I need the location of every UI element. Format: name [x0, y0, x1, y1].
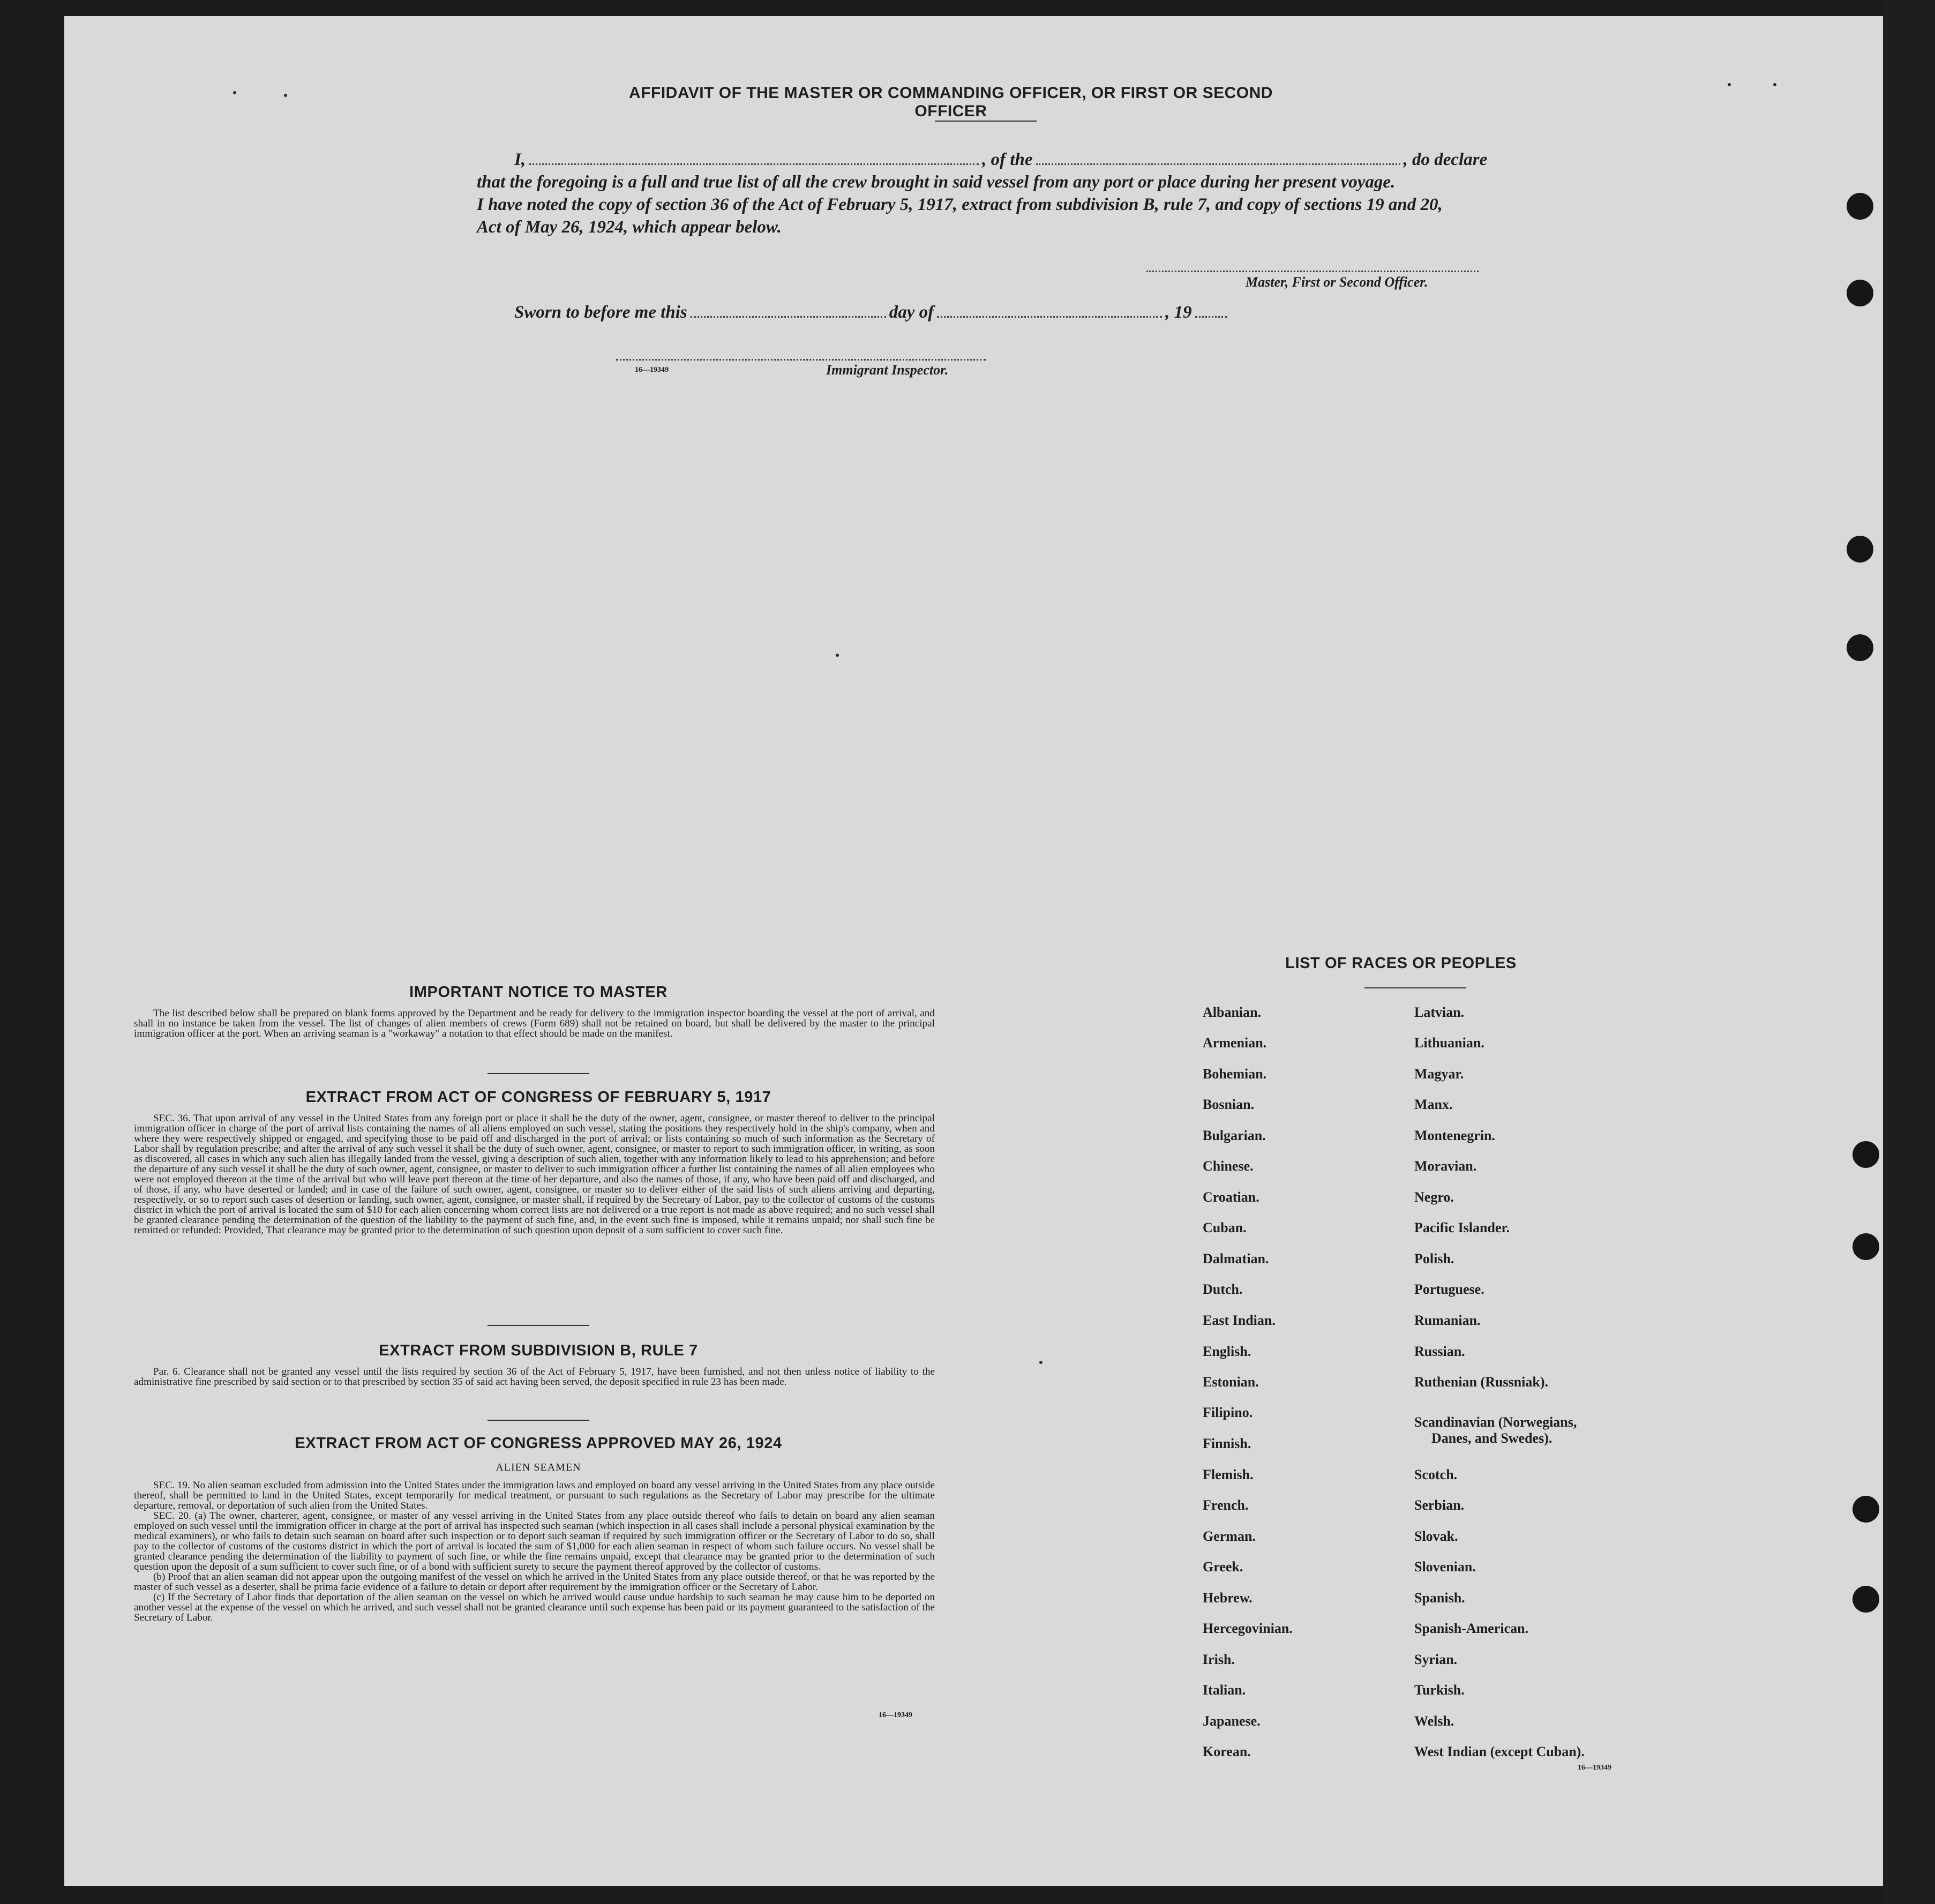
scan-edge — [1883, 0, 1935, 1904]
race-item: Latvian. — [1414, 1005, 1465, 1020]
of-the-label: , of the — [982, 150, 1033, 169]
extract-rule7-text — [134, 1367, 935, 1387]
name-field[interactable] — [529, 163, 979, 165]
race-item: Bosnian. — [1203, 1097, 1255, 1112]
extract-1917-text — [134, 1113, 935, 1235]
do-declare-label: , do declare — [1403, 150, 1488, 169]
race-item: Slovenian. — [1414, 1559, 1476, 1575]
scan-speck — [233, 91, 236, 94]
section-rule — [488, 1325, 589, 1326]
i-label: I, — [514, 150, 526, 169]
race-item: West Indian (except Cuban). — [1414, 1744, 1585, 1759]
race-item: Bulgarian. — [1203, 1128, 1266, 1143]
race-item: Scotch. — [1414, 1467, 1458, 1482]
race-item: East Indian. — [1203, 1313, 1276, 1328]
race-item: Negro. — [1414, 1189, 1454, 1205]
form-number: 16—19349 — [879, 1711, 912, 1719]
scan-speck — [1728, 83, 1731, 86]
sworn-label: Sworn to before me this — [514, 303, 687, 322]
sworn-line — [477, 303, 1500, 323]
punch-hole — [1852, 1496, 1879, 1523]
race-item: German. — [1203, 1528, 1256, 1544]
extract-1917-title: EXTRACT FROM ACT OF CONGRESS OF FEBRUARY 5, 1917 — [305, 1089, 771, 1106]
extract-1924-title: EXTRACT FROM ACT OF CONGRESS APPROVED MAY 26, 1924 — [295, 1435, 782, 1452]
sec-19-paragraph: SEC. 19. No alien seaman excluded from admission into the United States under the immigration laws and employed on board any vessel arriving in the United States from any place outside thereof, shall be permitted to land in the United States, except temporarily for medical treatment, or pursuant to such regulations as the Secretary of Labor may prescribe for the ultimate departure, removal, or deportation of such alien from the United States. — [134, 1480, 935, 1511]
scan-speck — [284, 94, 287, 97]
race-item: Danes, and Swedes). — [1431, 1430, 1552, 1446]
race-item: Filipino. — [1203, 1405, 1253, 1420]
section-rule — [488, 1073, 589, 1074]
race-item: Pacific Islander. — [1414, 1220, 1510, 1235]
affidavit-title: AFFIDAVIT OF THE MASTER OR COMMANDING OFFICER, OR FIRST OR SECOND OFFICER — [629, 84, 1273, 120]
form-number: 16—19349 — [635, 366, 669, 374]
title-rule — [935, 121, 1037, 122]
section-rule — [1364, 987, 1466, 988]
par-6-paragraph: Par. 6. Clearance shall not be granted any vessel until the lists required by section 36 of the Act of February 5, 1917, have been furnished, and not then unless notice of liability to the administrative fine prescribed by said section or to that prescribed by section 35 of said act having been served, the deposit specified in rule 23 has been made. — [134, 1366, 935, 1388]
scan-speck — [1039, 1361, 1042, 1364]
race-item: Albanian. — [1203, 1005, 1262, 1020]
sec-20a-paragraph: SEC. 20. (a) The owner, charterer, agent, consignee, or master of any vessel arriving in the United States from any place outside thereof who fails to detain on board any alien seaman employed on such vessel until the immigration officer in charge at the port of arrival has inspected such seaman (which inspection in all cases shall include a personal physical examination by the medical examiners), or who fails to detain such seaman on board after such inspection or to deport such seaman if required by such immigration officer or the Secretary of Labor to do so, shall pay to the collector of customs of the customs district in which the port of arrival is located the sum of $1,000 for each alien seaman in respect of whom such failure occurs. No vessel shall be granted clearance pending the determination of the liability to payment of such fine, or while the fine remains unpaid, except that clearance may be granted prior to the determination of such question upon the deposit of a sum sufficient to cover such fine, or of a bond with sufficient surety to secure the payment thereof approved by the collector of customs. — [134, 1510, 935, 1572]
punch-hole — [1847, 634, 1873, 661]
punch-hole — [1847, 280, 1873, 306]
sec-20c-paragraph: (c) If the Secretary of Labor finds that deportation of the alien seaman on the vessel on which he arrived would cause undue hardship to such seaman he may cause him to be deported on another vessel at the expense of the vessel on which he arrived, and such vessel shall not be granted clearance until such expense has been paid or its payment guaranteed to the satisfaction of the Secretary of Labor. — [134, 1592, 935, 1623]
declaration-line-2: that the foregoing is a full and true list of all the crew brought in said vessel from any port or place during her present voyage. — [477, 173, 1396, 192]
race-item: Estonian. — [1203, 1374, 1259, 1390]
notice-text — [134, 1008, 935, 1039]
race-item: Greek. — [1203, 1559, 1243, 1575]
race-item: Montenegrin. — [1414, 1128, 1495, 1143]
year-label: , 19 — [1165, 303, 1192, 322]
race-item: French. — [1203, 1497, 1249, 1513]
punch-hole — [1852, 1586, 1879, 1613]
race-item: Magyar. — [1414, 1066, 1464, 1082]
race-item: Lithuanian. — [1414, 1035, 1484, 1051]
punch-hole — [1852, 1233, 1879, 1260]
race-item: Armenian. — [1203, 1035, 1267, 1051]
sworn-year-field[interactable] — [1195, 316, 1227, 318]
race-item: Scandinavian (Norwegians, — [1414, 1414, 1577, 1430]
inspector-signature-label: Immigrant Inspector. — [826, 362, 949, 378]
sec-36-paragraph: SEC. 36. That upon arrival of any vessel in the United States from any foreign port or place it shall be the duty of the owner, agent, consignee, or master thereof to deliver to the principal immigration officer in charge of the port of arrival lists containing the names of all aliens employed on such vessel, stating the positions they respectively hold in the ship's company, when and where they were respectively shipped or engaged, and specifying those to be paid off and discharged in the port of arrival; or lists containing so much of such information as the Secretary of Labor shall by regulation prescribe; and after the arrival of any such vessel it shall be the duty of such owner, agent, consignee, or master to report to such immigration officer, in writing, as soon as discovered, all cases in which any such alien has illegally landed from the vessel, giving a description of such alien, together with any information likely to lead to his apprehension; and before the departure of any such vessel it shall be the duty of such owner, agent, consignee, or master to deliver to such immigration officer a further list containing the names of all alien employees who were not employed thereon at the time of the arrival but who will leave port thereon at the time of her departure, and also the names of those, if any, who have been paid off and discharged, and of those, if any, who have deserted or landed; and in case of the failure of such owner, agent, consignee, or master so to deliver either of the said lists of such aliens arriving and departing, respectively, or so to report such cases of desertion or landing, such owner, agent, consignee, or master shall, if required by the Secretary of Labor, pay to the collector of customs of the customs district in which the port of arrival is located the sum of $10 for each alien concerning whom correct lists are not delivered or a true report is not made as above required; and no such vessel shall be granted clearance pending the determination of the question of the liability to the payment of such fine, and, in the event such fine is imposed, while it remains unpaid; nor shall such fine be remitted or refunded: Provided, That clearance may be granted prior to the determination of such question upon deposit of a sum sufficient to cover such fine. — [134, 1113, 935, 1236]
race-item: Polish. — [1414, 1251, 1454, 1266]
race-item: Chinese. — [1203, 1158, 1254, 1174]
race-item: Korean. — [1203, 1744, 1251, 1759]
race-item: Dalmatian. — [1203, 1251, 1269, 1266]
race-item: Irish. — [1203, 1652, 1235, 1667]
race-item: Serbian. — [1414, 1497, 1465, 1513]
race-item: Slovak. — [1414, 1528, 1458, 1544]
race-item: Hebrew. — [1203, 1590, 1252, 1606]
sworn-day-field[interactable] — [691, 316, 886, 318]
sworn-month-field[interactable] — [937, 316, 1162, 318]
race-item: Portuguese. — [1414, 1281, 1484, 1297]
notice-paragraph: The list described below shall be prepared on blank forms approved by the Department and be ready for delivery to the immigration inspector boarding the vessel at the port of arrival, and shall in no instance be taken from the vessel. The list of changes of alien members of crews (Form 689) shall not be retained on board, but shall be delivered by the master to the principal immigration officer at the port. When an arriving seaman is a "workaway" a notation to that effect should be made on the manifest. — [134, 1008, 935, 1039]
extract-1924-text — [134, 1480, 935, 1623]
race-item: Cuban. — [1203, 1220, 1247, 1235]
notice-title: IMPORTANT NOTICE TO MASTER — [409, 984, 668, 1001]
race-item: Moravian. — [1414, 1158, 1477, 1174]
race-item: Syrian. — [1414, 1652, 1458, 1667]
form-number: 16—19349 — [1578, 1764, 1611, 1772]
race-item: Hercegovinian. — [1203, 1621, 1293, 1636]
race-item: Welsh. — [1414, 1713, 1454, 1729]
section-rule — [488, 1420, 589, 1421]
declarant-line — [477, 150, 1500, 170]
race-item: Japanese. — [1203, 1713, 1261, 1729]
race-item: Flemish. — [1203, 1467, 1254, 1482]
race-item: English. — [1203, 1344, 1251, 1359]
race-item: Ruthenian (Russniak). — [1414, 1374, 1548, 1390]
sec-20b-paragraph: (b) Proof that an alien seaman did not appear upon the outgoing manifest of the vessel on which he arrived in the United States from any place outside thereof, or that he was reported by the master of such vessel as a deserter, shall be prima facie evidence of a failure to detain or deport after requirement by the immigration officer or the Secretary of Labor. — [134, 1571, 935, 1593]
alien-seamen-heading: ALIEN SEAMEN — [496, 1461, 581, 1473]
race-item: Finnish. — [1203, 1436, 1251, 1451]
race-item: Italian. — [1203, 1682, 1246, 1698]
master-signature-label: Master, First or Second Officer. — [1246, 274, 1428, 290]
scan-speck — [836, 654, 839, 657]
races-title: LIST OF RACES OR PEOPLES — [1285, 955, 1517, 972]
declaration-line-4: Act of May 26, 1924, which appear below. — [477, 218, 782, 237]
vessel-field[interactable] — [1036, 163, 1400, 165]
extract-rule7-title: EXTRACT FROM SUBDIVISION B, RULE 7 — [379, 1342, 698, 1359]
declaration-line-3: I have noted the copy of section 36 of the Act of February 5, 1917, extract from subdivision B, rule 7, and copy of sections 19 and 20, — [477, 195, 1443, 214]
inspector-signature-line[interactable] — [616, 359, 986, 361]
race-item: Spanish. — [1414, 1590, 1465, 1606]
day-of-label: day of — [889, 303, 934, 322]
race-item: Turkish. — [1414, 1682, 1465, 1698]
race-item: Russian. — [1414, 1344, 1465, 1359]
race-item: Bohemian. — [1203, 1066, 1267, 1082]
master-signature-line[interactable] — [1146, 271, 1479, 272]
race-item: Rumanian. — [1414, 1313, 1481, 1328]
race-item: Manx. — [1414, 1097, 1453, 1112]
scan-speck — [1773, 83, 1776, 86]
punch-hole — [1852, 1141, 1879, 1168]
race-item: Croatian. — [1203, 1189, 1259, 1205]
punch-hole — [1847, 536, 1873, 563]
punch-hole — [1847, 193, 1873, 220]
race-item: Spanish-American. — [1414, 1621, 1529, 1636]
race-item: Dutch. — [1203, 1281, 1243, 1297]
